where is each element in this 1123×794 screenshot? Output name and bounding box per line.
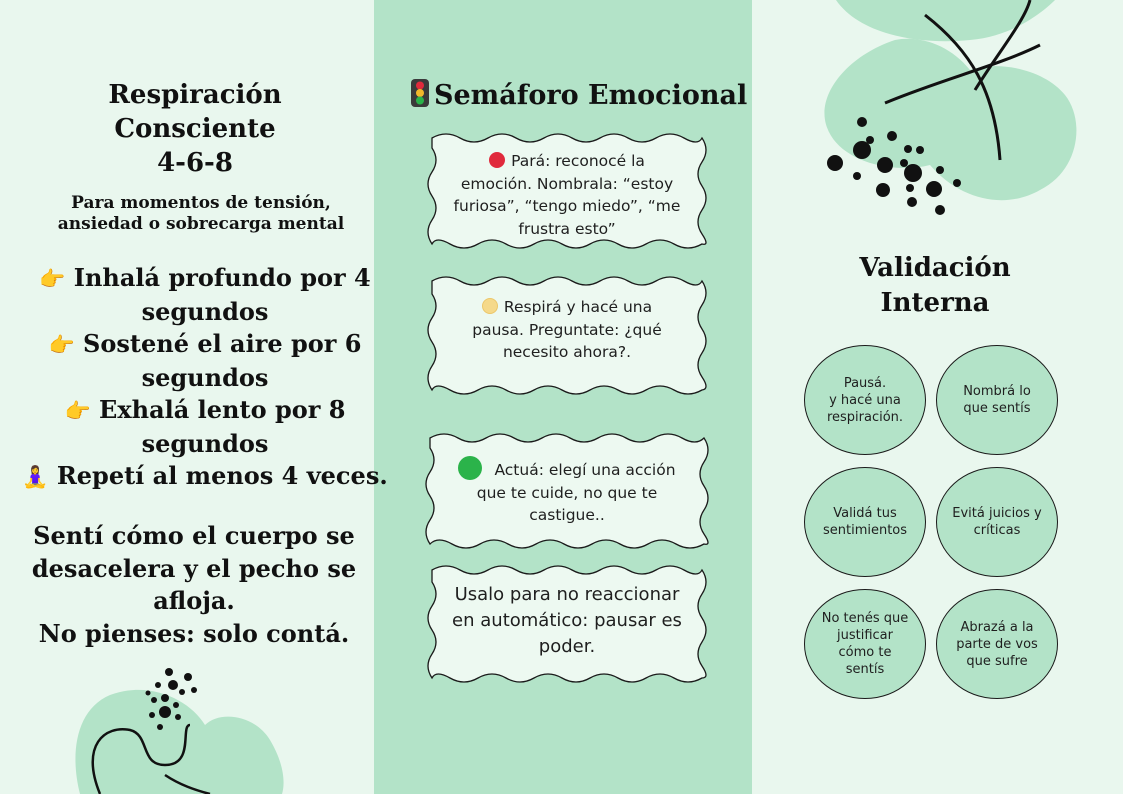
circle-line: justificar xyxy=(837,628,893,643)
circle-line: sentís xyxy=(845,662,885,677)
stop-card-text xyxy=(446,150,688,240)
closing-line: desacelera y el pecho se xyxy=(31,553,357,583)
red-circle-icon xyxy=(489,152,505,168)
circle-line: Validá tus xyxy=(833,506,897,521)
breathing-subtitle-line: Para momentos de tensión, xyxy=(71,193,331,213)
card-line: frustra esto” xyxy=(518,219,616,238)
leaf-decoration-bottom-left xyxy=(70,665,300,794)
validation-circle xyxy=(936,345,1058,455)
breathing-closing xyxy=(0,520,388,650)
card-line: que te cuide, no que te xyxy=(476,483,658,502)
circle-line: cómo te xyxy=(838,645,892,660)
meditating-woman-icon: 🧘‍♀️ xyxy=(22,465,49,489)
validation-title xyxy=(762,251,1108,321)
traffic-light-title xyxy=(410,78,748,114)
circle-line: que sentís xyxy=(963,401,1031,416)
step-text: Sostené el aire por 6 xyxy=(83,329,362,358)
breathing-title-line: Respiración xyxy=(108,80,282,110)
card-line: Respirá y hacé una xyxy=(503,298,653,316)
repeat-step xyxy=(0,460,410,494)
yellow-circle-icon xyxy=(482,298,498,314)
closing-line: No pienses: solo contá. xyxy=(38,618,350,648)
validation-circle xyxy=(804,589,926,699)
pointing-hand-icon: 👉 xyxy=(64,399,91,423)
validation-title-line: Interna xyxy=(880,288,990,318)
step-text: segundos xyxy=(141,362,269,392)
validation-title-line: Validación xyxy=(859,253,1011,283)
act-card xyxy=(422,430,712,552)
breathing-step xyxy=(0,328,410,394)
card-line: furiosa”, “tengo miedo”, “me xyxy=(453,197,681,215)
stop-card xyxy=(424,130,710,252)
circle-line: Evitá juicios y xyxy=(952,506,1042,521)
card-line: Pará: reconocé la xyxy=(511,152,645,170)
card-line: castigue.. xyxy=(529,506,605,524)
validation-circle xyxy=(804,345,926,455)
summary-card-text xyxy=(440,582,694,660)
circle-line: No tenés que xyxy=(821,611,909,626)
breathing-steps xyxy=(0,262,410,494)
breathing-subtitle-line: ansiedad o sobrecarga mental xyxy=(57,214,345,234)
act-card-text xyxy=(442,456,692,527)
step-text: segundos xyxy=(141,428,269,458)
breathing-step xyxy=(0,394,410,460)
card-line: emoción. Nombrala: “estoy xyxy=(460,174,674,193)
circle-line: Pausá. xyxy=(843,375,887,391)
breathing-title-line: Consciente xyxy=(114,114,276,144)
green-circle-icon xyxy=(458,456,482,480)
card-line: Usalo para no reaccionar xyxy=(454,584,680,605)
validation-circle xyxy=(804,467,926,577)
circle-line: respiración. xyxy=(826,409,904,425)
circle-line: parte de vos xyxy=(956,636,1038,652)
pointing-hand-icon: 👉 xyxy=(48,333,75,357)
traffic-light-icon xyxy=(410,78,430,108)
pause-card xyxy=(424,273,710,398)
card-line: en automático: pausar es xyxy=(452,610,682,631)
closing-line: Sentí cómo el cuerpo se xyxy=(33,521,355,550)
circle-line: críticas xyxy=(973,523,1021,538)
card-line: poder. xyxy=(538,636,596,657)
validation-circle xyxy=(936,589,1058,699)
circle-line: y hacé una xyxy=(829,392,901,408)
card-line: Actuá: elegí una acción xyxy=(494,461,676,479)
breathing-step xyxy=(0,262,410,328)
circle-line: sentimientos xyxy=(822,523,908,538)
circle-line: Abrazá a la xyxy=(960,619,1034,635)
step-text: Exhalá lento por 8 xyxy=(99,395,346,424)
circle-line: que sufre xyxy=(966,653,1028,669)
pointing-hand-icon: 👉 xyxy=(39,267,66,291)
circle-line: Nombrá lo xyxy=(963,384,1031,399)
repeat-text: Repetí al menos 4 veces. xyxy=(56,461,388,490)
leaf-decoration-top-right xyxy=(800,0,1123,230)
breathing-title-line: 4-6-8 xyxy=(157,148,233,178)
closing-line: afloja. xyxy=(153,586,235,615)
step-text: segundos xyxy=(141,296,269,326)
card-line: pausa. Preguntate: ¿qué xyxy=(472,320,662,339)
summary-card xyxy=(424,562,710,686)
card-line: necesito ahora?. xyxy=(502,343,632,361)
breathing-title xyxy=(0,78,390,180)
breathing-subtitle xyxy=(0,193,402,235)
validation-circle xyxy=(936,467,1058,577)
step-text: Inhalá profundo por 4 xyxy=(73,263,371,292)
traffic-light-title-text: Semáforo Emocional xyxy=(434,80,748,111)
pause-card-text xyxy=(446,296,688,364)
